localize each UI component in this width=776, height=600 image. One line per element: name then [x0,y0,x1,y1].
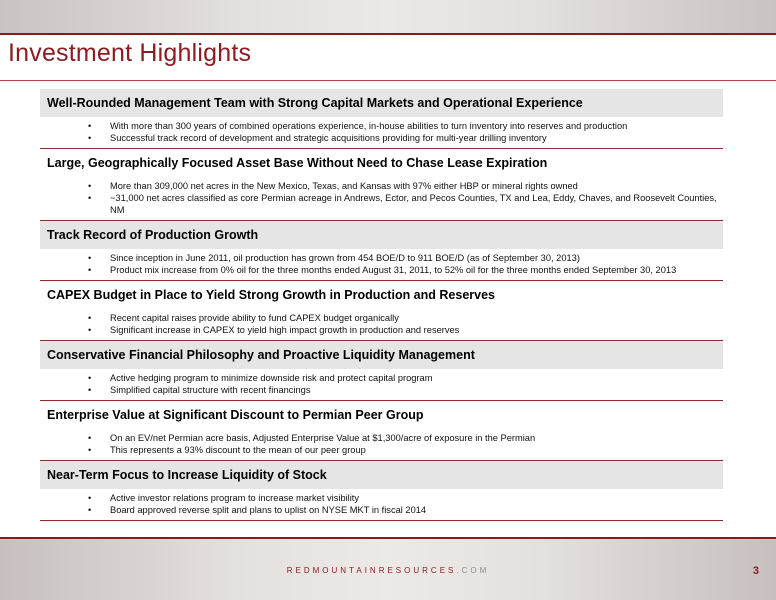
bullet-icon: • [88,373,92,383]
bullet-text: Since inception in June 2011, oil production has grown from 454 BOE/D to 911 BOE/D (as of September 30, 2013) [110,253,580,263]
bullet-item [40,444,723,456]
bullet-text: With more than 300 years of combined operations experience, in-house abilities to turn inventory into reserves and production [110,121,628,131]
bullet-item [40,324,723,336]
page-number: 3 [752,565,759,577]
section-heading: Enterprise Value at Significant Discount to Permian Peer Group [47,408,424,422]
bullet-icon: • [88,133,92,143]
bullet-text: Successful track record of development and strategic acquisitions providing for multi-year drilling inventory [110,133,547,143]
bullet-text: Recent capital raises provide ability to fund CAPEX budget organically [110,313,399,323]
bullet-icon: • [88,193,92,203]
bullet-icon: • [88,313,92,323]
bullet-item [40,192,723,216]
bullet-item [40,504,723,516]
bullet-text: ~31,000 net acres classified as core Permian acreage in Andrews, Ector, and Pecos Counties, TX and Lea, Eddy, Chaves, and Roosevelt Counties, NM [110,193,717,215]
bullet-item [40,372,723,384]
header-divider [0,33,776,35]
bullet-text: Simplified capital structure with recent financings [110,385,311,395]
bullet-text: More than 309,000 net acres in the New Mexico, Texas, and Kansas with 97% either HBP or mineral rights owned [110,181,578,191]
section-financial-philosophy [40,341,723,401]
footer-brand [0,566,776,575]
bullet-item [40,432,723,444]
bullet-icon: • [88,265,92,275]
section-asset-base [40,149,723,221]
section-heading: Well-Rounded Management Team with Strong Capital Markets and Operational Experience [40,89,723,117]
section-management-team [40,89,723,149]
section-heading: Large, Geographically Focused Asset Base Without Need to Chase Lease Expiration [47,156,548,170]
section-production-growth [40,221,723,281]
section-stock-liquidity [40,461,723,521]
section-heading: Conservative Financial Philosophy and Proactive Liquidity Management [40,341,723,369]
bullet-icon: • [88,505,92,515]
section-heading: Track Record of Production Growth [40,221,723,249]
bullet-icon: • [88,445,92,455]
bullet-item [40,492,723,504]
section-heading: Near-Term Focus to Increase Liquidity of Stock [40,461,723,489]
footer-brand-main: REDMOUNTAINRESOURCES [286,566,457,575]
section-enterprise-value [40,401,723,461]
bullet-text: This represents a 93% discount to the mean of our peer group [110,445,366,455]
page-title: Investment Highlights [8,39,252,67]
bullet-item [40,384,723,396]
bullet-item [40,312,723,324]
section-capex-budget [40,281,723,341]
bullet-icon: • [88,385,92,395]
bullet-item [40,180,723,192]
highlights-list [40,89,723,521]
bullet-item [40,132,723,144]
bullet-icon: • [88,121,92,131]
bullet-text: Active investor relations program to increase market visibility [110,493,360,503]
bullet-item [40,264,723,276]
bullet-text: Active hedging program to minimize downside risk and protect capital program [110,373,433,383]
bullet-icon: • [88,433,92,443]
header-band [0,0,776,33]
bullet-text: Significant increase in CAPEX to yield high impact growth in production and reserves [110,325,460,335]
bullet-icon: • [88,253,92,263]
bullet-item [40,252,723,264]
bullet-item [40,120,723,132]
footer-brand-suffix: .COM [456,566,490,575]
bullet-icon: • [88,493,92,503]
bullet-text: Board approved reverse split and plans to uplist on NYSE MKT in fiscal 2014 [110,505,427,515]
bullet-icon: • [88,325,92,335]
bullet-text: Product mix increase from 0% oil for the three months ended August 31, 2011, to 52% oil for the three months ended September 30, 2013 [110,265,677,275]
bullet-text: On an EV/net Permian acre basis, Adjusted Enterprise Value at $1,300/acre of exposure in the Permian [110,433,536,443]
section-heading: CAPEX Budget in Place to Yield Strong Growth in Production and Reserves [47,288,495,302]
bullet-icon: • [88,181,92,191]
title-rule [0,80,776,81]
